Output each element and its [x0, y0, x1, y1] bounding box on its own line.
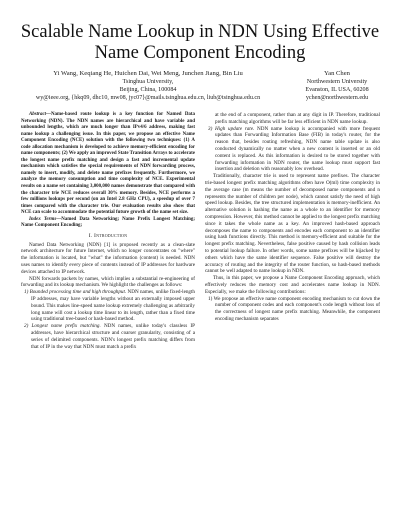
author-emails: ychen@northwestern.edu [305, 95, 369, 101]
challenge-label: 1) Bounded processing time and high throughput. [24, 289, 127, 296]
author-affiliation: Tsinghua University, [122, 79, 174, 85]
author-names: Yi Wang, Keqiang He, Huichen Dai, Wei Meng, Junchen Jiang, Bin Liu [53, 70, 243, 77]
index-terms [21, 217, 195, 230]
body-paragraph: Traditionally, character trie is used to represent name prefixes. The character trie-based longest prefix matching algorithms often have O(ml) time complexity in the average case (m means the number of decomposed name components and n represents the number of children per node), which cannot satisfy the need of high speed lookup. Besides, the tree structured implementation is memory-inefficient. An alternative solution is hashing the name as a whole to an identifier for memory compression. However, this method cannot be applied to the longest prefix matching since it takes the whole name as a key. An improved hash-based approach decomposes the name to components and encodes each component to an identifier using hash functions directly. This method is memory-efficient and suitable for the longest prefix matching. Nevertheless, false positive caused by hash collision leads to potential lookup failure. In other words, some name prefixes will be hijacked by others which have the same identifier sequence. False positive will destroy the accuracy of routing and the integrity of the router function, so hash-based methods cannot be well adapted to name lookup in NDN. [205, 173, 380, 275]
body-paragraph: Thus, in this paper, we propose a Name Component Encoding approach, which effectively reduces the memory cost and accelerates name lookup in NDN. Especially, we make the following contributions: [205, 275, 380, 295]
abstract-text: —Name-based route lookup is a key function for Named Data Networking (NDN). The NDN names are hierarchical and have variable and unbounded lengths, which are much longer than IPv4/6 address, making fast name lookup a challenging issue. In this paper, we propose an effective Name Component Encoding (NCE) solution with the following two techniques: (1) A code allocation mechanism is developed to achieve memory-efficient encoding for name components; (2) We apply an improved State Transition Arrays to accelerate the longest name prefix matching and design a fast and incremental update mechanism which satisfies the special requirements of NDN forwarding process, namely to insert, modify, and delete name prefixes frequently. Furthermore, we analyze the memory consumption and time complexity of NCE. Experimental results on a name set containing 3,000,000 names demonstrate that compared with the character trie NCE reduces overall 30% memory. Besides, NCE performs a few millions lookups per second (on an Intel 2.8 GHz CPU), a speedup of over 7 times compared with the character trie. Our evaluation results also show that NCE can scale to accommodate the potential future growth of the name set size. [21, 112, 195, 216]
title-line-1: Scalable Name Lookup in NDN Using Effective [20, 22, 380, 42]
index-terms-text: —Named Data Networking; Name Prefix Longest Matching; Name Component Encoding; [21, 216, 195, 229]
paper-title [20, 22, 380, 64]
challenge-label: 2) Longest name prefix matching. [24, 323, 101, 330]
challenge-item [205, 126, 380, 174]
challenge-text: NDN names, unlike fixed-length IP addresses, may have variable lengths without an externally imposed upper bound. This makes line-speed name lookup extremely challenging as arbitrarily long name will cost a lookup time linear to its length, rather than a fixed time using traditional tree-based or hash-based method. [31, 289, 196, 323]
left-column [21, 112, 195, 350]
contribution-item: 1) We propose an effective name component encoding mechanism to cut down the number of component codes and each component's code length without loss of the correctness of longest name prefix matching. Meanwhile, the component encoding mechanism separates [208, 295, 380, 322]
author-names: Yan Chen [324, 70, 350, 77]
author-block-northwestern [285, 70, 389, 102]
body-paragraph: NDN forwards packets by names, which implies a substantial re-engineering of forwarding and its lookup mechanism. We highlight the challenges as follows: [21, 275, 195, 289]
section-heading: I. Introduction [88, 232, 128, 239]
author-location: Beijing, China, 100084 [119, 87, 177, 93]
challenge-item [21, 323, 195, 350]
index-terms-label: Index Terms [29, 216, 57, 222]
challenge-text: NDN names, unlike today's classless IP addresses, have hierarchical structure and coarser granularity, consisting of a series of delimited components. NDN's longest prefix matching differs from that of IP in the way that NDN must match a prefix [31, 323, 195, 350]
abstract-label: Abstract [29, 112, 47, 117]
body-paragraph: Named Data Networking (NDN) [1] is proposed recently as a clean-slate network architecture for future Internet, which no longer concentrates on "where" the information is located, but "what" the information (content) is needed. NDN uses names to identify every piece of contents instead of IP addresses for hardware devices attached to IP network. [21, 241, 195, 275]
challenge-continuation: at the end of a component, rather than at any digit in IP. Therefore, traditional prefix matching algorithms will be far less efficient in NDN name lookup. [215, 112, 380, 125]
author-affiliation: Northwestern University [306, 79, 368, 85]
challenge-text: NDN name lookup is accompanied with more frequent updates than Forwarding Information Base (FIB) in today's router, for the reason that, besides routing refreshing, NDN name table update is also conducted dynamically no matter when a new content is inserted or an old content is replaced. As this information is desired to be stored together with forwarding information in NDN router, the name lookup must support fast insertion and deletion with reasonably low overhead. [215, 125, 380, 173]
author-block-tsinghua [14, 70, 282, 102]
challenge-item [21, 289, 195, 323]
abstract [21, 112, 195, 217]
author-location: Evanston, IL USA, 60208 [305, 87, 369, 93]
challenge-label: 3) High update rate. [208, 125, 255, 132]
right-column [205, 112, 380, 323]
author-emails: wy@ieee.org, {hkq09, dhc10, mw08, jyc07}@mails.tsinghua.edu.cn, liub@tsinghua.edu.cn [35, 95, 261, 101]
title-line-2: Name Component Encoding [94, 43, 306, 63]
